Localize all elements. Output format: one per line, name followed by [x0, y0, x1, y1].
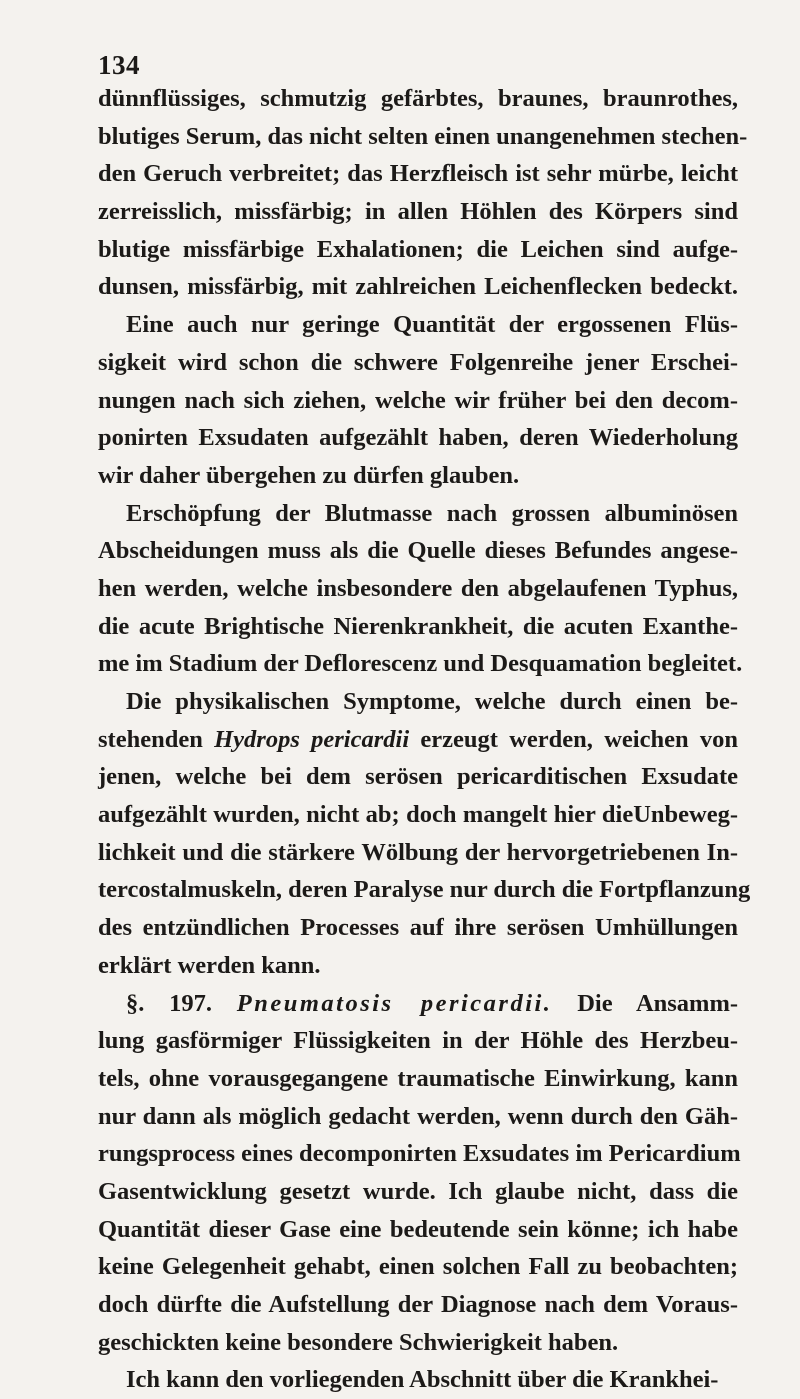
text-line: die acute Brightische Nierenkrankheit, die acuten Exanthe-: [98, 612, 738, 640]
text-line: lichkeit und die stärkere Wölbung der hervorgetriebenen In-: [98, 838, 738, 866]
text-line: des entzündlichen Processes auf ihre serösen Umhüllungen: [98, 914, 738, 942]
italic-term-hydrops-pericardii: Hydrops pericardii: [214, 725, 410, 753]
text-line: me im Stadium der Deflorescenz und Desquamation begleitet.: [98, 650, 743, 678]
text-line: hen werden, welche insbesondere den abgelaufenen Typhus,: [98, 574, 738, 602]
text-line: zerreisslich, missfärbig; in allen Höhlen des Körpers sind: [98, 198, 738, 226]
section-title: Pneumatosis pericardii.: [236, 989, 553, 1017]
paragraph-start-line: Erschöpfung der Blutmasse nach grossen albuminösen: [126, 499, 738, 527]
text-line-mixed: [98, 721, 738, 759]
text-line: sigkeit wird schon die schwere Folgenreihe jener Erschei-: [98, 348, 738, 376]
text-segment: Die Ansamm-: [577, 989, 739, 1017]
paragraph-end-line: wir daher übergehen zu dürfen glauben.: [98, 461, 520, 489]
text-line: Quantität dieser Gase eine bedeutende sein könne; ich habe: [98, 1215, 738, 1243]
text-line: Gasentwicklung gesetzt wurde. Ich glaube nicht, dass die: [98, 1177, 738, 1205]
page-number: 134: [98, 50, 140, 80]
paragraph-end-line: erklärt werden kann.: [98, 951, 321, 979]
paragraph-start-line: Ich kann den vorliegenden Abschnitt über die Krankhei-: [126, 1366, 719, 1394]
text-line: keine Gelegenheit gehabt, einen solchen Fall zu beobachten;: [98, 1253, 738, 1281]
text-line: rungsprocess eines decomponirten Exsudates im Pericardium: [98, 1140, 741, 1168]
paragraph-start-line: Die physikalischen Symptome, welche durch einen be-: [126, 688, 738, 715]
text-line: den Geruch verbreitet; das Herzfleisch ist sehr mürbe, leicht: [98, 160, 738, 188]
text-line: ponirten Exsudaten aufgezählt haben, deren Wiederholung: [98, 424, 738, 452]
body-text: [98, 80, 751, 1399]
text-line: dunsen, missfärbig, mit zahlreichen Leichenflecken bedeckt.: [98, 273, 738, 301]
text-segment: erzeugt werden, weichen von: [420, 725, 738, 753]
section-heading-line: [98, 985, 738, 1023]
text-line: nur dann als möglich gedacht werden, wenn durch den Gäh-: [98, 1102, 738, 1130]
text-line: doch dürfte die Aufstellung der Diagnose nach dem Voraus-: [98, 1291, 738, 1318]
text-line: aufgezählt wurden, nicht ab; doch mangelt hier dieUnbeweg-: [98, 801, 738, 829]
paragraph-start-line: Eine auch nur geringe Quantität der ergossenen Flüs-: [126, 311, 738, 339]
text-line: tels, ohne vorausgegangene traumatische Einwirkung, kann: [98, 1064, 738, 1092]
text-line: Abscheidungen muss als die Quelle dieses Befundes angese-: [98, 537, 738, 565]
text-line: blutige missfärbige Exhalationen; die Leichen sind aufge-: [98, 235, 738, 263]
paragraph-end-line: geschickten keine besondere Schwierigkeit haben.: [98, 1328, 619, 1356]
text-segment: stehenden: [98, 725, 203, 753]
section-number: §. 197.: [126, 989, 212, 1017]
text-line: jenen, welche bei dem serösen pericarditischen Exsudate: [98, 763, 738, 791]
text-line: tercostalmuskeln, deren Paralyse nur durch die Fortpflanzung: [98, 876, 751, 904]
text-line: lung gasförmiger Flüssigkeiten in der Höhle des Herzbeu-: [98, 1027, 738, 1055]
text-line: blutiges Serum, das nicht selten einen unangenehmen stechen-: [98, 122, 748, 150]
text-line: dünnflüssiges, schmutzig gefärbtes, braunes, braunrothes,: [98, 85, 738, 112]
text-line: nungen nach sich ziehen, welche wir früher bei den decom-: [98, 386, 738, 414]
